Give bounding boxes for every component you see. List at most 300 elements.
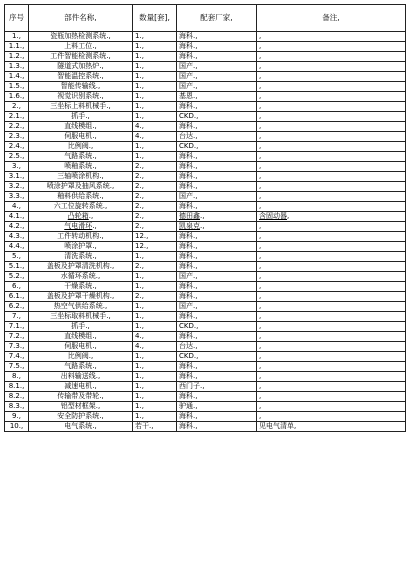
part-name-cell: 视觉识别系统., (29, 92, 133, 102)
vendor-cell: 海科., (177, 252, 257, 262)
header-name: 部件名称, (29, 5, 133, 32)
remark-cell: , (257, 352, 406, 362)
quantity-cell: 4., (133, 342, 177, 352)
table-row (5, 92, 406, 102)
vendor-text: 海科 (179, 162, 193, 170)
part-name-text: 三轴喷涂机构 (57, 172, 100, 180)
row-number-text: 7.2 (8, 332, 20, 340)
remark-cell: , (257, 292, 406, 302)
remark-cell: , (257, 32, 406, 42)
vendor-cell: 海科., (177, 412, 257, 422)
quantity-text: 4 (135, 122, 140, 130)
vendor-cell: 台达., (177, 132, 257, 142)
quantity-cell: 1., (133, 372, 177, 382)
row-number-text: 6.2 (8, 302, 20, 310)
row-number-text: 4.4 (8, 242, 20, 250)
quantity-text: 1 (135, 152, 140, 160)
remark-cell: 含固动器, (257, 212, 406, 222)
quantity-cell: 4., (133, 332, 177, 342)
quantity-text: 4 (135, 342, 140, 350)
vendor-text: 海科 (179, 392, 193, 400)
quantity-cell: 1., (133, 282, 177, 292)
part-name-text: 釉料供给系统 (57, 192, 100, 200)
vendor-cell: 海科., (177, 332, 257, 342)
quantity-cell: 1., (133, 62, 177, 72)
vendor-text: 海科 (179, 282, 193, 290)
table-row (5, 32, 406, 42)
vendor-text: 海科 (179, 372, 193, 380)
vendor-cell: CKD., (177, 352, 257, 362)
table-row (5, 382, 406, 392)
vendor-text: CKD (179, 112, 194, 120)
row-number-cell: 7.1., (5, 322, 29, 332)
part-name-text: 上料工位 (64, 42, 93, 50)
remark-cell: , (257, 112, 406, 122)
table-row (5, 192, 406, 202)
vendor-cell: 台达., (177, 342, 257, 352)
table-row (5, 172, 406, 182)
row-number-text: 5 (12, 252, 17, 260)
part-name-cell: 智能传输线., (29, 82, 133, 92)
vendor-text: CKD (179, 322, 194, 330)
row-number-text: 1.1 (8, 42, 20, 50)
row-number-text: 4 (12, 202, 17, 210)
row-number-text: 4.1 (8, 212, 20, 220)
part-name-text: 伺服电机 (64, 342, 93, 350)
vendor-text: 海科 (179, 42, 193, 50)
row-number-cell: 2., (5, 102, 29, 112)
part-name-text: 气路系统 (64, 152, 93, 160)
row-number-cell: 6., (5, 282, 29, 292)
part-name-cell: 抓手., (29, 112, 133, 122)
part-name-text: 减速电机 (64, 382, 93, 390)
part-name-text: 抓手 (71, 112, 86, 120)
table-row (5, 72, 406, 82)
table-row (5, 342, 406, 352)
quantity-text: 1 (135, 352, 140, 360)
quantity-cell: 12., (133, 232, 177, 242)
vendor-text: 基恩 (179, 92, 193, 100)
row-number-text: 8 (12, 372, 17, 380)
quantity-text: 1 (135, 32, 140, 40)
quantity-cell: 1., (133, 312, 177, 322)
remark-cell: , (257, 182, 406, 192)
remark-cell: , (257, 312, 406, 322)
vendor-text: 海科 (179, 312, 193, 320)
part-name-cell: 喷涂护罩., (29, 242, 133, 252)
quantity-text: 1 (135, 372, 140, 380)
row-number-text: 3 (12, 162, 17, 170)
part-name-text: 气电滑环 (64, 222, 93, 230)
row-number-cell: 6.2., (5, 302, 29, 312)
vendor-cell: 海科., (177, 312, 257, 322)
quantity-text: 2 (135, 172, 140, 180)
remark-cell: , (257, 232, 406, 242)
table-row (5, 242, 406, 252)
table-row (5, 372, 406, 382)
table-row (5, 212, 406, 222)
part-name-cell: 智能温控系统., (29, 72, 133, 82)
part-name-text: 铝型材框架 (60, 402, 96, 410)
quantity-text: 2 (135, 262, 140, 270)
table-row (5, 112, 406, 122)
part-name-cell: 传输带及带轮., (29, 392, 133, 402)
row-number-text: 8.1 (8, 382, 20, 390)
table-row (5, 122, 406, 132)
remark-cell: , (257, 202, 406, 212)
row-number-cell: 5.1., (5, 262, 29, 272)
row-number-cell: 5.2., (5, 272, 29, 282)
row-number-text: 4.2 (8, 222, 20, 230)
table-row (5, 142, 406, 152)
part-name-text: 喷涂护罩 (64, 242, 93, 250)
vendor-cell: 海科., (177, 102, 257, 112)
vendor-text: 海科 (179, 332, 193, 340)
remark-cell: , (257, 362, 406, 372)
part-name-cell: 六工位旋转系统., (29, 202, 133, 212)
row-number-cell: 2.5., (5, 152, 29, 162)
vendor-cell: 海科., (177, 232, 257, 242)
row-number-cell: 10., (5, 422, 29, 432)
quantity-text: 1 (135, 392, 140, 400)
vendor-cell: 海科., (177, 122, 257, 132)
quantity-cell: 2., (133, 172, 177, 182)
part-name-cell: 直线模组., (29, 332, 133, 342)
quantity-text: 1 (135, 72, 140, 80)
row-number-cell: 8.1., (5, 382, 29, 392)
remark-cell: , (257, 192, 406, 202)
vendor-text: 台达 (179, 342, 193, 350)
part-name-text: 水循环系统 (60, 272, 96, 280)
row-number-cell: 2.1., (5, 112, 29, 122)
row-number-text: 6.1 (8, 292, 20, 300)
vendor-text: 德田鑫 (179, 212, 200, 220)
part-name-text: 电气系统 (64, 422, 93, 430)
quantity-cell: 1., (133, 52, 177, 62)
quantity-cell: 1., (133, 392, 177, 402)
part-name-cell: 出料输送线., (29, 372, 133, 382)
quantity-cell: 1., (133, 252, 177, 262)
remark-text: 见电气清单 (259, 422, 294, 430)
vendor-cell: 海科., (177, 262, 257, 272)
vendor-cell: 海科., (177, 32, 257, 42)
vendor-text: 海科 (179, 252, 193, 260)
row-number-text: 1.3 (8, 62, 20, 70)
vendor-cell: 海科., (177, 162, 257, 172)
quantity-cell: 1., (133, 82, 177, 92)
table-row (5, 302, 406, 312)
part-name-cell: 工件转动机构., (29, 232, 133, 242)
vendor-cell: 海科., (177, 242, 257, 252)
part-name-cell: 直线模组., (29, 122, 133, 132)
part-name-cell: 干燥系统., (29, 282, 133, 292)
quantity-cell: 1., (133, 412, 177, 422)
row-number-text: 5.2 (8, 272, 20, 280)
row-number-text: 2.4 (8, 142, 20, 150)
part-name-cell: 安全防护系统., (29, 412, 133, 422)
quantity-text: 4 (135, 332, 140, 340)
remark-cell: , (257, 132, 406, 142)
row-number-text: 2.2 (8, 122, 20, 130)
vendor-cell: 国产., (177, 192, 257, 202)
row-number-cell: 4., (5, 202, 29, 212)
quantity-text: 2 (135, 202, 140, 210)
table-row (5, 262, 406, 272)
quantity-cell: 1., (133, 382, 177, 392)
row-number-text: 7.4 (8, 352, 20, 360)
vendor-cell: 海科., (177, 152, 257, 162)
parts-table (4, 4, 406, 432)
remark-cell: , (257, 222, 406, 232)
row-number-text: 2.5 (8, 152, 20, 160)
table-row (5, 52, 406, 62)
vendor-text: 海科 (179, 152, 193, 160)
part-name-cell: 气电滑环., (29, 222, 133, 232)
vendor-text: 国产 (179, 62, 193, 70)
part-name-cell: 清洗系统., (29, 252, 133, 262)
remark-cell: , (257, 72, 406, 82)
vendor-text: 海科 (179, 102, 193, 110)
row-number-cell: 2.3., (5, 132, 29, 142)
part-name-cell: 铝型材框架., (29, 402, 133, 412)
quantity-cell: 2., (133, 182, 177, 192)
remark-text: 含固动器 (259, 212, 287, 220)
quantity-text: 1 (135, 272, 140, 280)
vendor-text: 海科 (179, 32, 193, 40)
remark-cell: , (257, 382, 406, 392)
part-name-cell: 电气系统., (29, 422, 133, 432)
vendor-cell: 国产., (177, 272, 257, 282)
part-name-cell: 水循环系统., (29, 272, 133, 282)
vendor-text: 海科 (179, 182, 193, 190)
part-name-text: 热空气供给系统 (53, 302, 103, 310)
vendor-cell: 海科., (177, 292, 257, 302)
part-name-cell: 上料工位., (29, 42, 133, 52)
row-number-cell: 3., (5, 162, 29, 172)
table-header-row (5, 5, 406, 32)
quantity-text: 4 (135, 132, 140, 140)
row-number-cell: 7.3., (5, 342, 29, 352)
vendor-cell: 海科., (177, 282, 257, 292)
table-row (5, 322, 406, 332)
table-row (5, 392, 406, 402)
vendor-cell: 海科., (177, 172, 257, 182)
row-number-text: 2 (12, 102, 17, 110)
row-number-text: 2.3 (8, 132, 20, 140)
row-number-cell: 1.6., (5, 92, 29, 102)
remark-cell: , (257, 342, 406, 352)
remark-cell: , (257, 372, 406, 382)
quantity-text: 1 (135, 252, 140, 260)
quantity-text: 1 (135, 362, 140, 370)
vendor-text: 海科 (179, 202, 193, 210)
quantity-cell: 2., (133, 212, 177, 222)
vendor-text: 国产 (179, 192, 193, 200)
row-number-cell: 1., (5, 32, 29, 42)
remark-cell: , (257, 302, 406, 312)
vendor-cell: 国产., (177, 62, 257, 72)
quantity-text: 1 (135, 52, 140, 60)
part-name-cell: 瓷瓶加热检测系统., (29, 32, 133, 42)
quantity-text: 1 (135, 382, 140, 390)
vendor-text: 凯泉克 (179, 222, 200, 230)
vendor-cell: 海科., (177, 202, 257, 212)
table-row (5, 272, 406, 282)
row-number-cell: 2.2., (5, 122, 29, 132)
part-name-text: 伺服电机 (64, 132, 93, 140)
part-name-cell: 比例阀., (29, 142, 133, 152)
row-number-cell: 5., (5, 252, 29, 262)
remark-cell: , (257, 142, 406, 152)
quantity-text: 1 (135, 302, 140, 310)
quantity-cell: 4., (133, 122, 177, 132)
quantity-cell: 若干., (133, 422, 177, 432)
part-name-cell: 隧道式加热炉., (29, 62, 133, 72)
part-name-cell: 减速电机., (29, 382, 133, 392)
vendor-text: 国产 (179, 72, 193, 80)
vendor-text: 台达 (179, 132, 193, 140)
part-name-cell: 工件智能检测系统., (29, 52, 133, 62)
part-name-text: 三坐标取料机械手 (50, 312, 107, 320)
header-no: 序号 (5, 5, 29, 32)
quantity-cell: 2., (133, 292, 177, 302)
quantity-cell: 1., (133, 32, 177, 42)
part-name-text: 传输带及带轮 (57, 392, 100, 400)
table-row (5, 102, 406, 112)
part-name-cell: 釉料供给系统., (29, 192, 133, 202)
quantity-text: 12 (135, 232, 144, 240)
quantity-cell: 2., (133, 192, 177, 202)
row-number-text: 1.2 (8, 52, 20, 60)
part-name-text: 安全防护系统 (57, 412, 100, 420)
remark-cell: , (257, 92, 406, 102)
vendor-cell: 海科., (177, 52, 257, 62)
quantity-cell: 1., (133, 352, 177, 362)
quantity-text: 1 (135, 322, 140, 330)
part-name-text: 三坐标上料机械手 (50, 102, 107, 110)
remark-cell: , (257, 172, 406, 182)
vendor-cell: 海科., (177, 372, 257, 382)
part-name-text: 盖板及护罩清洗机构 (46, 262, 110, 270)
row-number-cell: 7., (5, 312, 29, 322)
quantity-cell: 1., (133, 272, 177, 282)
quantity-cell: 2., (133, 162, 177, 172)
remark-cell: , (257, 392, 406, 402)
header-qty: 数量[套], (133, 5, 177, 32)
remark-cell: , (257, 282, 406, 292)
part-name-text: 清洗系统 (64, 252, 93, 260)
part-name-text: 比例阀 (67, 142, 89, 150)
vendor-cell: 海科., (177, 362, 257, 372)
row-number-text: 7.5 (8, 362, 20, 370)
table-row (5, 202, 406, 212)
part-name-cell: 三坐标取料机械手., (29, 312, 133, 322)
vendor-cell: 德田鑫., (177, 212, 257, 222)
remark-cell: , (257, 42, 406, 52)
part-name-text: 视觉识别系统 (57, 92, 100, 100)
remark-cell: , (257, 52, 406, 62)
part-name-cell: 三轴喷涂机构., (29, 172, 133, 182)
table-row (5, 312, 406, 322)
remark-cell: , (257, 272, 406, 282)
quantity-cell: 1., (133, 112, 177, 122)
quantity-text: 若干 (135, 422, 149, 430)
vendor-cell: 海科., (177, 392, 257, 402)
vendor-text: 海科 (179, 292, 193, 300)
part-name-text: 凸轮箱 (67, 212, 89, 220)
part-name-text: 智能传输线 (60, 82, 96, 90)
row-number-text: 4.3 (8, 232, 20, 240)
row-number-cell: 4.3., (5, 232, 29, 242)
quantity-text: 1 (135, 112, 140, 120)
quantity-cell: 1., (133, 92, 177, 102)
vendor-text: 海科 (179, 122, 193, 130)
part-name-text: 直线模组 (64, 332, 93, 340)
vendor-cell: 海科., (177, 182, 257, 192)
row-number-cell: 8., (5, 372, 29, 382)
row-number-text: 7.3 (8, 342, 20, 350)
vendor-cell: 国产., (177, 302, 257, 312)
part-name-cell: 凸轮箱., (29, 212, 133, 222)
row-number-text: 1 (12, 32, 17, 40)
row-number-cell: 9., (5, 412, 29, 422)
vendor-text: 海科 (179, 362, 193, 370)
vendor-cell: 国产., (177, 72, 257, 82)
table-row (5, 362, 406, 372)
vendor-cell: 西门子., (177, 382, 257, 392)
quantity-text: 2 (135, 182, 140, 190)
vendor-cell: 海科., (177, 42, 257, 52)
row-number-cell: 7.5., (5, 362, 29, 372)
part-name-text: 气路系统 (64, 362, 93, 370)
vendor-cell: 驴通., (177, 402, 257, 412)
part-name-cell: 伺服电机., (29, 132, 133, 142)
quantity-cell: 2., (133, 262, 177, 272)
part-name-cell: 盖板及护罩清洗机构., (29, 262, 133, 272)
row-number-cell: 1.4., (5, 72, 29, 82)
vendor-cell: CKD., (177, 112, 257, 122)
table-row (5, 132, 406, 142)
remark-cell: , (257, 162, 406, 172)
remark-cell: , (257, 152, 406, 162)
remark-cell: , (257, 82, 406, 92)
remark-cell: 见电气清单, (257, 422, 406, 432)
header-vendor: 配套厂家, (177, 5, 257, 32)
table-row (5, 292, 406, 302)
vendor-text: CKD (179, 352, 194, 360)
row-number-text: 8.2 (8, 392, 20, 400)
vendor-text: 海科 (179, 422, 193, 430)
row-number-cell: 3.1., (5, 172, 29, 182)
table-row (5, 162, 406, 172)
table-row (5, 82, 406, 92)
remark-cell: , (257, 62, 406, 72)
quantity-text: 1 (135, 92, 140, 100)
row-number-text: 8.3 (8, 402, 20, 410)
row-number-cell: 1.5., (5, 82, 29, 92)
row-number-text: 7 (12, 312, 17, 320)
row-number-cell: 3.2., (5, 182, 29, 192)
vendor-text: 海科 (179, 242, 193, 250)
vendor-text: 国产 (179, 302, 193, 310)
row-number-text: 1.6 (8, 92, 20, 100)
vendor-text: 国产 (179, 82, 193, 90)
vendor-text: 海科 (179, 262, 193, 270)
remark-cell: , (257, 102, 406, 112)
quantity-text: 1 (135, 142, 140, 150)
quantity-text: 2 (135, 192, 140, 200)
table-row (5, 232, 406, 242)
